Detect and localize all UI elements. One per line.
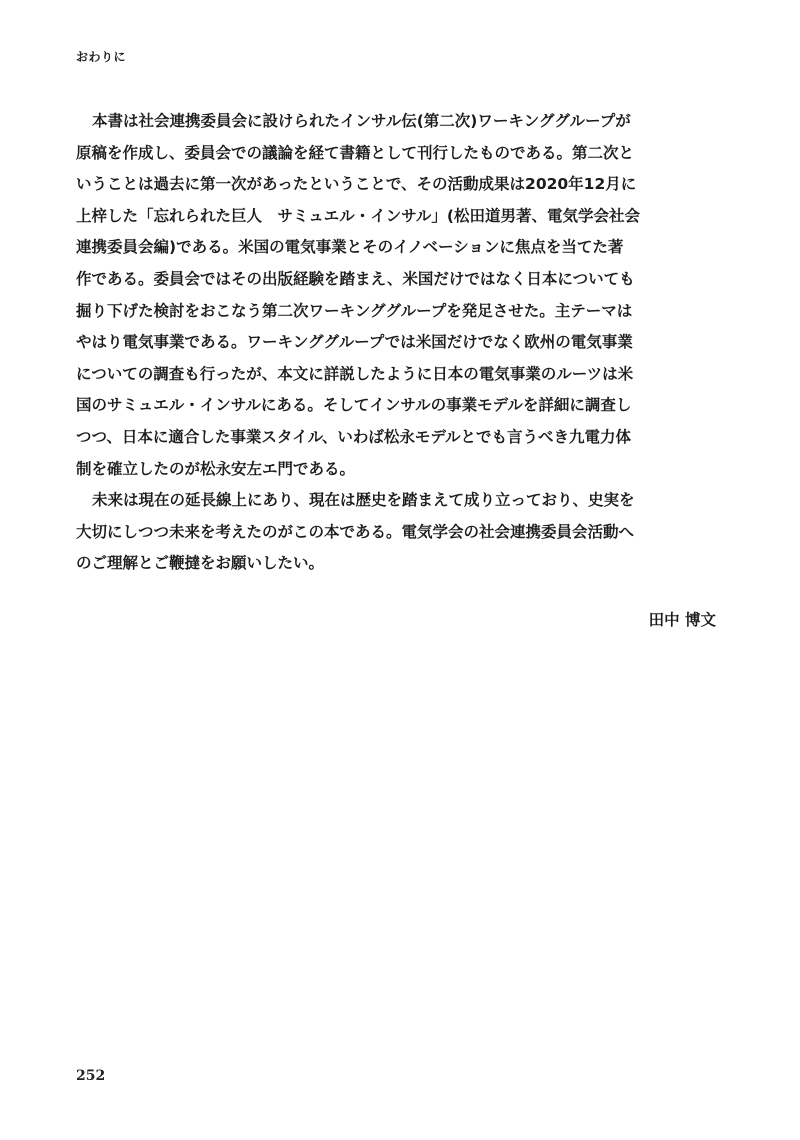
text-line: 大切にしつつ未来を考えたのがこの本である。電気学会の社会連携委員会活動へ [76, 522, 635, 541]
page-number: 252 [76, 1068, 106, 1084]
text-line: 制を確立したのが松永安左エ門である。 [76, 459, 356, 478]
text-line: やはり電気事業である。ワーキンググループでは米国だけでなく欧州の電気事業 [76, 333, 633, 352]
author-signature: 田中 博文 [648, 611, 716, 629]
text-line: 連携委員会編)である。米国の電気事業とそのイノベーションに焦点を当てた著 [76, 238, 624, 257]
running-head: おわりに [76, 50, 127, 64]
text-line: 国のサミュエル・インサルにある。そしてインサルの事業モデルを詳細に調査し [76, 396, 632, 415]
text-line: 作である。委員会ではその出版経験を踏まえ、米国だけではなく日本についても [76, 269, 635, 288]
body-text [76, 106, 716, 580]
text-line: についての調査も行ったが、本文に詳説したように日本の電気事業のルーツは米 [76, 364, 634, 383]
text-line: つつ、日本に適合した事業スタイル、いわば松永モデルとでも言うべき九電力体 [76, 427, 632, 446]
text-line: 未来は現在の延長線上にあり、現在は歴史を踏まえて成り立っており、史実を [92, 491, 635, 510]
text-line: いうことは過去に第一次があったということで、その活動成果は2020年12月に [76, 175, 637, 194]
text-line: のご理解とご鞭撻をお願いしたい。 [76, 554, 325, 573]
text-line: 原稿を作成し、委員会での議論を経て書籍として刊行したものである。第二次と [76, 143, 635, 162]
text-line: 本書は社会連携委員会に設けられたインサル伝(第二次)ワーキンググループが [92, 112, 631, 130]
text-line: 掘り下げた検討をおこなう第二次ワーキンググループを発足させた。主テーマは [76, 301, 633, 320]
text-line: 上梓した「忘れられた巨人 サミュエル・インサル」(松田道男著、電気学会社会 [76, 206, 641, 225]
